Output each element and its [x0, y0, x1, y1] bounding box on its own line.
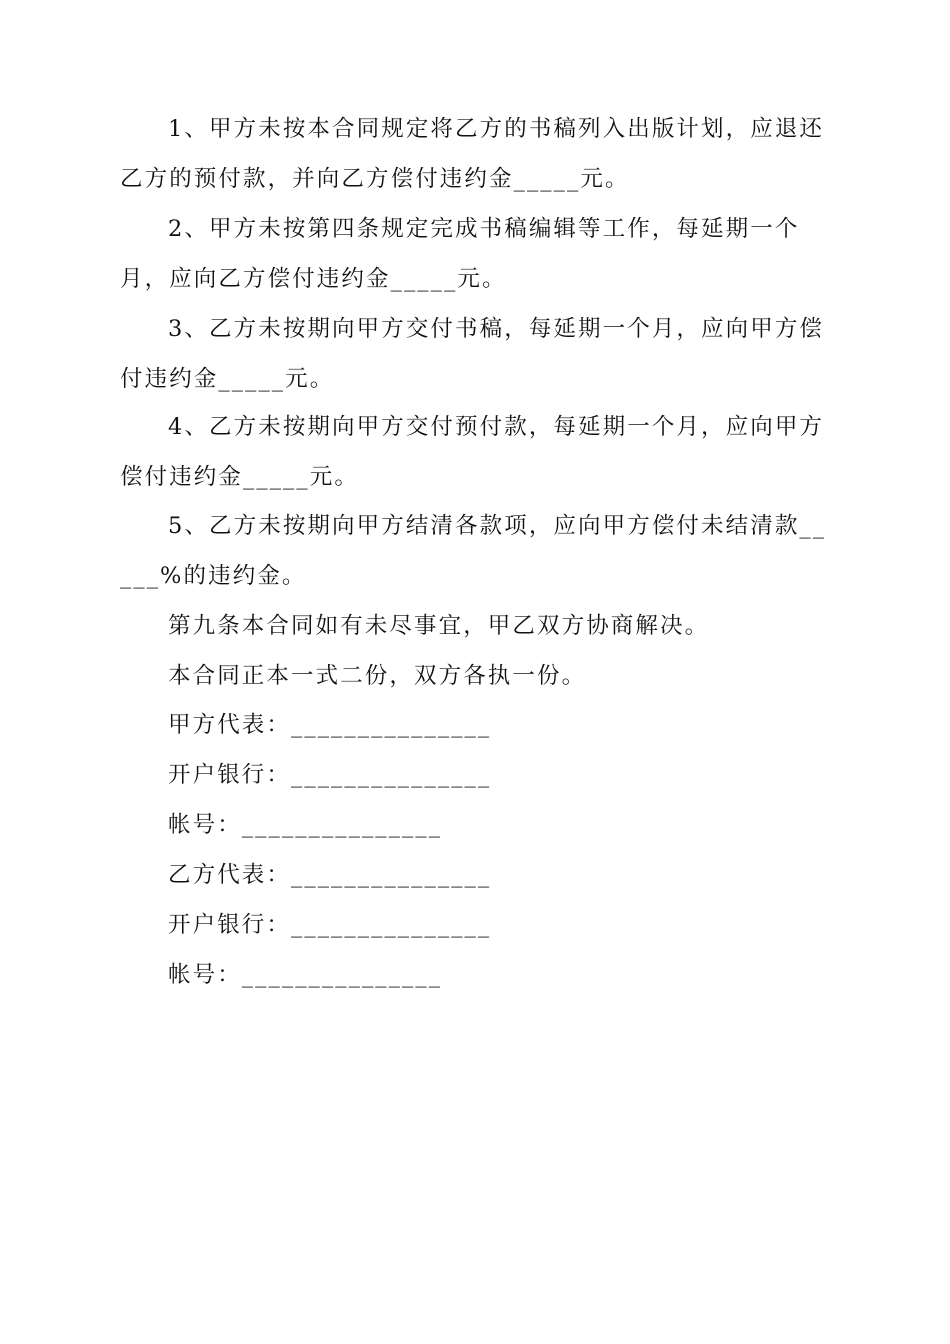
party-a-representative-field: 甲方代表：_______________	[168, 712, 492, 738]
penalty-item-1: 1、甲方未按本合同规定将乙方的书稿列入出版计划，应退还乙方的预付款，并向乙方偿付违约金_____元。	[120, 116, 825, 192]
party-b-account-field: 帐号：_______________	[168, 962, 443, 988]
party-a-bank-field: 开户银行：_______________	[168, 762, 492, 788]
penalty-item-2: 2、甲方未按第四条规定完成书稿编辑等工作，每延期一个月，应向乙方偿付违约金_____元。	[120, 216, 800, 292]
penalty-item-3: 3、乙方未按期向甲方交付书稿，每延期一个月，应向甲方偿付违约金_____元。	[120, 316, 825, 392]
party-a-account-field: 帐号：_______________	[168, 812, 443, 838]
copies-clause: 本合同正本一式二份，双方各执一份。	[168, 663, 587, 689]
party-b-representative-field: 乙方代表：_______________	[168, 862, 492, 888]
clause-nine: 第九条本合同如有未尽事宜，甲乙双方协商解决。	[168, 613, 710, 639]
penalty-item-4: 4、乙方未按期向甲方交付预付款，每延期一个月，应向甲方偿付违约金_____元。	[120, 414, 825, 490]
penalty-item-5: 5、乙方未按期向甲方结清各款项，应向甲方偿付未结清款_____%的违约金。	[120, 513, 827, 589]
party-b-bank-field: 开户银行：_______________	[168, 912, 492, 938]
